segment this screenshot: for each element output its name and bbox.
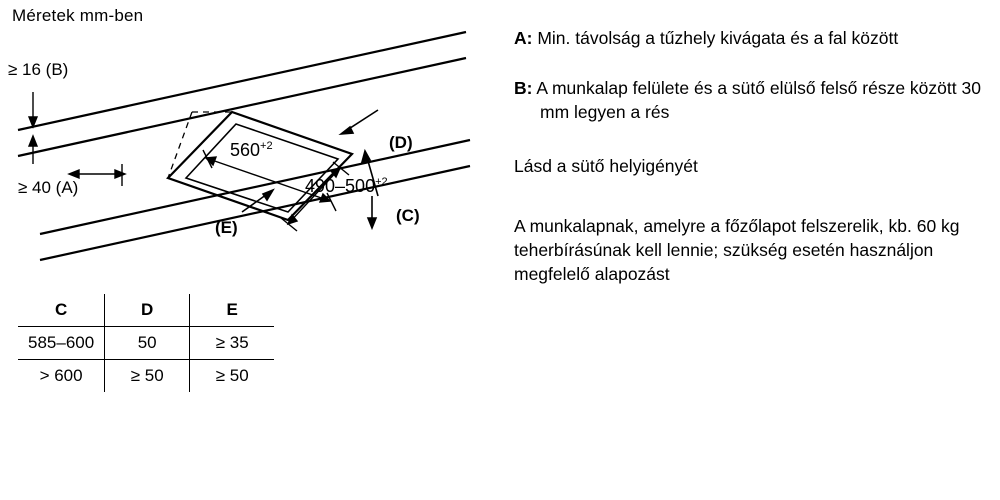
note-b-lead: B: bbox=[514, 78, 533, 98]
note-b-body: A munkalap felülete és a sütő elülső felső része között 30 mm legyen a rés bbox=[536, 78, 981, 122]
table-cell: 50 bbox=[105, 327, 190, 360]
table-row bbox=[18, 327, 274, 360]
cutout-outline bbox=[168, 112, 352, 220]
table-cell: 585–600 bbox=[18, 327, 105, 360]
table-header-e: E bbox=[190, 294, 275, 327]
label-d-marker: (D) bbox=[389, 133, 413, 152]
table-cell: ≥ 35 bbox=[190, 327, 275, 360]
note-a-lead: A: bbox=[514, 28, 533, 48]
note-oven-reference bbox=[514, 154, 988, 178]
table-row bbox=[18, 360, 274, 393]
table-header-c: C bbox=[18, 294, 105, 327]
cutout-depth-tolerance: +2 bbox=[375, 176, 388, 188]
label-e-marker: (E) bbox=[215, 218, 238, 237]
table-header-row bbox=[18, 294, 274, 327]
table-cell: ≥ 50 bbox=[105, 360, 190, 393]
page-title: Méretek mm-ben bbox=[12, 6, 144, 25]
label-cutout-depth bbox=[305, 176, 388, 197]
hob-installation-diagram bbox=[0, 28, 500, 288]
note-a bbox=[514, 26, 988, 50]
note-b bbox=[514, 76, 988, 124]
table-cell: ≥ 50 bbox=[190, 360, 275, 393]
cutout-width-tolerance: +2 bbox=[260, 140, 273, 152]
table-cell: > 600 bbox=[18, 360, 105, 393]
note-worktop-load-body: A munkalapnak, amelyre a főzőlapot felszerelik, kb. 60 kg teherbírásúnak kell lennie; szükség esetén használjon megfelelő alapozást bbox=[514, 216, 960, 284]
label-c-marker: (C) bbox=[396, 206, 420, 225]
cutout-width-value: 560 bbox=[230, 140, 261, 160]
dimensions-table bbox=[18, 294, 274, 392]
label-b-distance: ≥ 16 (B) bbox=[8, 60, 69, 79]
table-header-d: D bbox=[105, 294, 190, 327]
note-worktop-load bbox=[514, 214, 988, 286]
label-cutout-width bbox=[230, 140, 273, 161]
leader-d bbox=[341, 110, 378, 134]
notes-panel bbox=[514, 26, 988, 308]
note-oven-reference-body: Lásd a sütő helyigényét bbox=[514, 156, 698, 176]
label-a-distance: ≥ 40 (A) bbox=[18, 178, 79, 197]
note-a-body: Min. távolság a tűzhely kivágata és a fal között bbox=[537, 28, 899, 48]
cutout-depth-value: 490–500 bbox=[305, 176, 376, 196]
